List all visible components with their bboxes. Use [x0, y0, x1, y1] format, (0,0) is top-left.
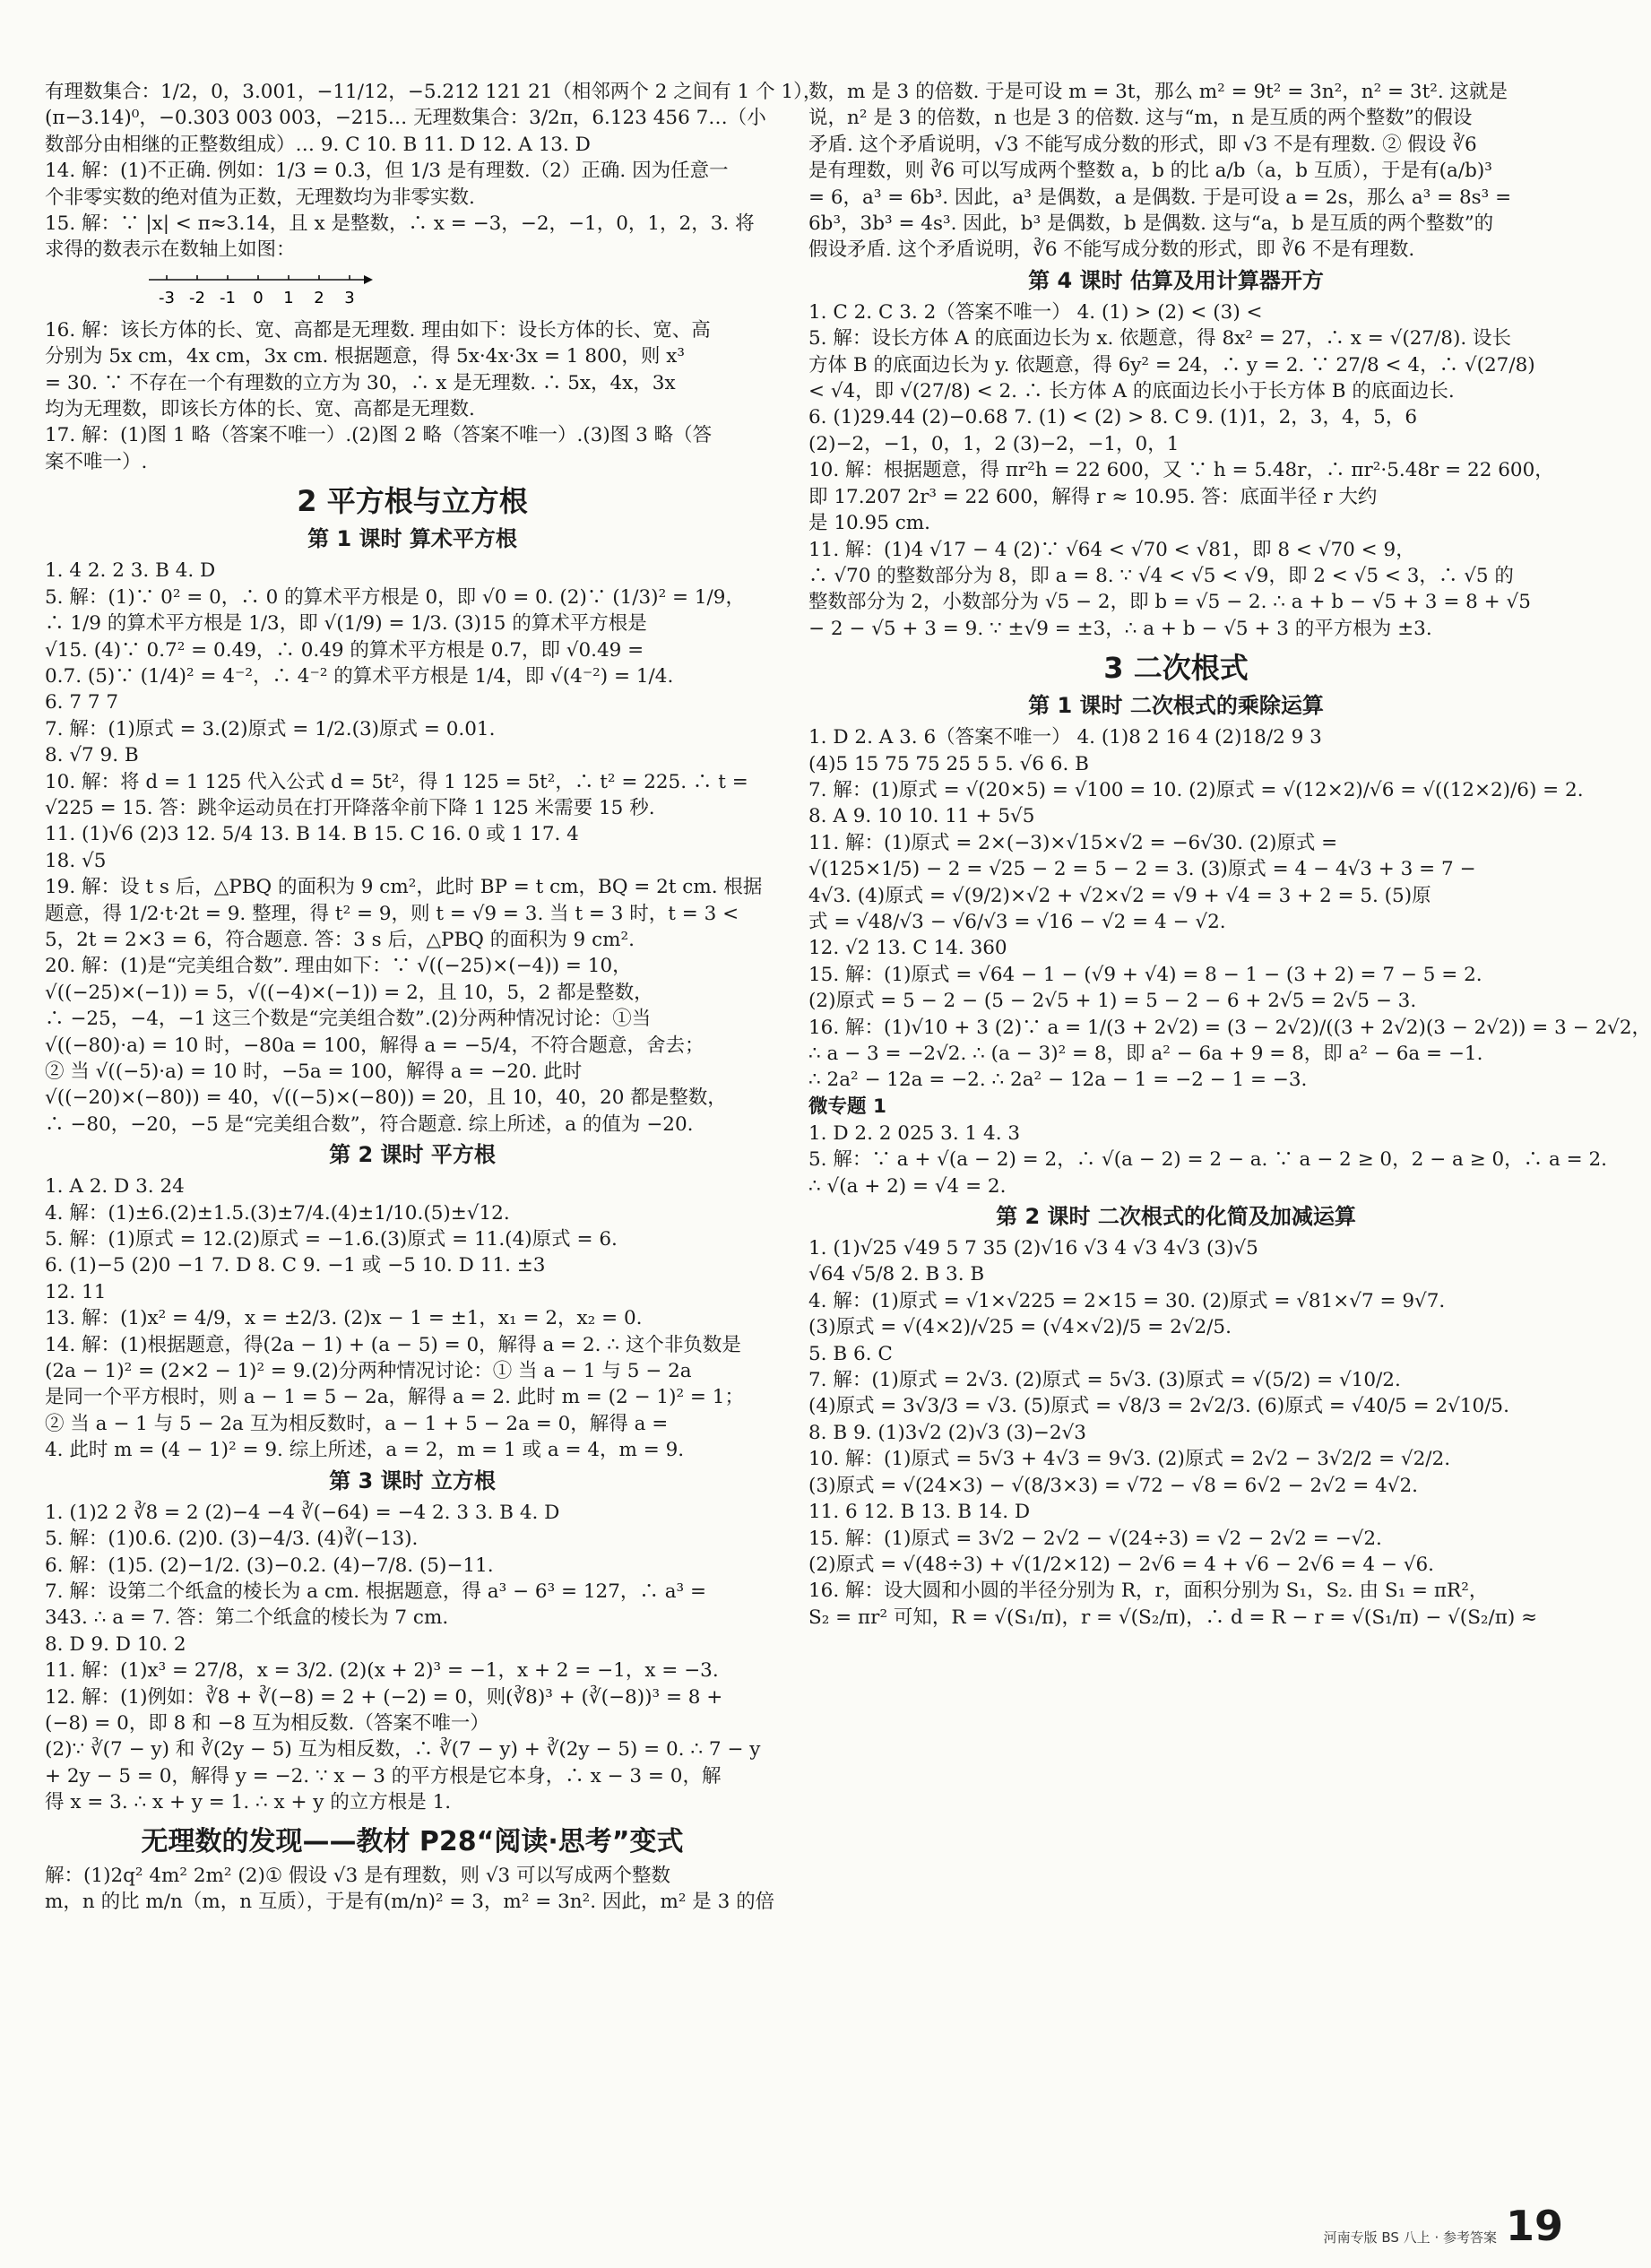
number-line	[143, 267, 376, 308]
text-line: + 2y − 5 = 0，解得 y = −2. ∵ x − 3 的平方根是它本身，∴ x − 3 = 0，解	[45, 1764, 722, 1788]
text-line: 15. 解：(1)原式 = √64 − 1 − (√9 + √4) = 8 − 1 − (3 + 2) = 7 − 5 = 2.	[808, 963, 1482, 986]
right-column	[808, 79, 1651, 1631]
text-line: ∴ −25，−4，−1 这三个数是“完美组合数”.(2)分两种情况讨论：①当	[45, 1008, 652, 1031]
number-line-label: -1	[220, 288, 236, 307]
text-line: = 30. ∵ 不存在一个有理数的立方为 30，∴ x 是无理数. ∴ 5x，4x，3x	[45, 371, 676, 394]
text-line: = 6，a³ = 6b³. 因此，a³ 是偶数，a 是偶数. 于是可设 a = 2s，那么 a³ = 8s³ =	[808, 186, 1512, 209]
text-line: 15. 解：∵ |x| < π≈3.14，且 x 是整数，∴ x = −3，−2，−1，0，1，2，3. 将	[45, 212, 755, 236]
text-line: 5，2t = 2×3 = 6，符合题意. 答：3 s 后，△PBQ 的面积为 9 cm².	[45, 928, 635, 951]
text-line: ② 当 √((−5)·a) = 10 时，−5a = 100，解得 a = −20. 此时	[45, 1060, 583, 1083]
text-line: (4)原式 = 3√3/3 = √3. (5)原式 = √8/3 = 2√2/3. (6)原式 = √40/5 = 2√10/5.	[808, 1395, 1509, 1418]
text-line: √((−80)·a) = 10 时，−80a = 100，解得 a = −5/4，不符合题意，舍去；	[45, 1034, 704, 1057]
lesson-title: 第 2 课时 二次根式的化简及加减运算	[996, 1204, 1356, 1230]
text-line: 案不唯一）.	[45, 450, 148, 473]
page-number: 19	[1505, 2202, 1563, 2250]
text-line: 12. 11	[45, 1280, 107, 1303]
text-line: (2)∵ ∛(7 − y) 和 ∛(2y − 5) 互为相反数，∴ ∛(7 − y) + ∛(2y − 5) = 0. ∴ 7 − y	[45, 1738, 761, 1762]
text-line: 6. (1)−5 (2)0 −1 7. D 8. C 9. −1 或 −5 10. D 11. ±3	[45, 1254, 546, 1277]
text-line: ∴ 1/9 的算术平方根是 1/3，即 √(1/9) = 1/3. (3)15 的算术平方根是	[45, 612, 647, 636]
number-line-label: -3	[159, 288, 175, 307]
text-line: 题意，得 1/2·t·2t = 9. 整理，得 t² = 9，则 t = √9 = 3. 当 t = 3 时，t = 3 <	[45, 902, 739, 925]
text-line: 数部分由相继的正整数组成）… 9. C 10. B 11. D 12. A 13. D	[45, 133, 591, 156]
text-line: 11. (1)√6 (2)3 12. 5/4 13. B 14. B 15. C 16. 0 或 1 17. 4	[45, 823, 579, 846]
text-line: 求得的数表示在数轴上如图：	[45, 238, 296, 262]
text-line: (2a − 1)² = (2×2 − 1)² = 9.(2)分两种情况讨论：① 当 a − 1 与 5 − 2a	[45, 1360, 692, 1383]
text-line: 得 x = 3. ∴ x + y = 1. ∴ x + y 的立方根是 1.	[45, 1791, 452, 1814]
text-line: m，n 的比 m/n（m，n 互质），于是有(m/n)² = 3，m² = 3n². 因此，m² 是 3 的倍	[45, 1890, 775, 1913]
text-line: (−8) = 0，即 8 和 −8 互为相反数.（答案不唯一）	[45, 1711, 489, 1735]
number-line-label: 1	[283, 288, 294, 307]
text-line: 8. A 9. 10 10. 11 + 5√5	[808, 805, 1035, 828]
text-line: 数，m 是 3 的倍数. 于是可设 m = 3t，那么 m² = 9t² = 3n²，n² = 3t². 这就是	[808, 81, 1508, 103]
special-topic-title: 微专题 1	[808, 1095, 886, 1118]
lesson-3-answers	[45, 1500, 780, 1816]
feature-answers-continued	[808, 79, 1543, 264]
text-line: 说，n² 是 3 的倍数，n 也是 3 的倍数. 这与“m，n 是互质的两个整数”的假设	[808, 107, 1473, 130]
text-line: 17. 解：(1)图 1 略（答案不唯一）.(2)图 2 略（答案不唯一）.(3)图 3 略（答	[45, 424, 713, 447]
text-line: 20. 解：(1)是“完美组合数”. 理由如下：∵ √((−25)×(−4)) = 10，	[45, 955, 632, 978]
text-line: 分别为 5x cm，4x cm，3x cm. 根据题意，得 5x·4x·3x = 1 800，则 x³	[45, 345, 685, 368]
text-line: 5. 解：设长方体 A 的底面边长为 x. 依题意，得 8x² = 27，∴ x = √(27/8). 设长	[808, 327, 1512, 351]
text-line: < √4，即 √(27/8) < 2. ∴ 长方体 A 的底面边长小于长方体 B 的底面边长.	[808, 380, 1455, 403]
number-line-label: 2	[314, 288, 324, 307]
text-line: 7. 解：(1)原式 = √(20×5) = √100 = 10. (2)原式 = √(12×2)/√6 = √((12×2)/6) = 2.	[808, 778, 1584, 801]
text-line: √((−25)×(−1)) = 5，√((−4)×(−1)) = 2，且 10，5，2 都是整数，	[45, 981, 653, 1004]
text-line: 是同一个平方根时，则 a − 1 = 5 − 2a，解得 a = 2. 此时 m = (2 − 1)² = 1；	[45, 1386, 744, 1409]
text-line: 方体 B 的底面边长为 y. 依题意，得 6y² = 24，∴ y = 2. ∵ 27/8 < 4，∴ √(27/8)	[808, 353, 1535, 377]
text-line: 1. (1)√25 √49 5 7 35 (2)√16 √3 4 √3 4√3 (3)√5	[808, 1237, 1258, 1260]
number-line-label: 0	[253, 288, 264, 307]
text-line: (2)原式 = 5 − 2 − (5 − 2√5 + 1) = 5 − 2 − 6 + 2√5 = 2√5 − 3.	[808, 990, 1417, 1013]
section-title: 2 平方根与立方根	[297, 484, 528, 519]
text-line: 19. 解：设 t s 后，△PBQ 的面积为 9 cm²，此时 BP = t cm，BQ = 2t cm. 根据	[45, 876, 763, 899]
text-line: (2)原式 = √(48÷3) + √(1/2×12) − 2√6 = 4 + √6 − 2√6 = 4 − √6.	[808, 1553, 1434, 1576]
text-line: 8. √7 9. B	[45, 744, 139, 767]
number-line-label: 3	[344, 288, 355, 307]
text-line: 10. 解：根据题意，得 πr²h = 22 600，又 ∵ h = 5.48r，∴ πr²·5.48r = 22 600，	[808, 459, 1554, 482]
text-line: − 2 − √5 + 3 = 9. ∵ ±√9 = ±3，∴ a + b − √5 + 3 的平方根为 ±3.	[808, 617, 1432, 640]
text-line: √((−20)×(−80)) = 40，√((−5)×(−80)) = 20，且 10，40，20 都是整数，	[45, 1086, 727, 1110]
text-line: 14. 解：(1)根据题意，得(2a − 1) + (a − 5) = 0，解得 a = 2. ∴ 这个非负数是	[45, 1333, 741, 1356]
text-line: 16. 解：设大圆和小圆的半径分别为 R，r，面积分别为 S₁，S₂. 由 S₁ = πR²，	[808, 1580, 1489, 1603]
text-line: 均为无理数，即该长方体的长、宽、高都是无理数.	[45, 398, 475, 421]
text-line: 14. 解：(1)不正确. 例如：1/3 = 0.3̇，但 1/3 是有理数.（2）正确. 因为任意一	[45, 160, 729, 183]
text-line: 11. 6 12. B 13. B 14. D	[808, 1501, 1031, 1524]
unit-1-answers-tail	[45, 79, 823, 475]
text-line: 5. 解：∵ a + √(a − 2) = 2，∴ √(a − 2) = 2 − a. ∵ a − 2 ≥ 0，2 − a ≥ 0，∴ a = 2.	[808, 1148, 1607, 1172]
text-line: 个非零实数的绝对值为正数，无理数均为非零实数.	[45, 186, 475, 209]
text-line: 4. 解：(1)±6.(2)±1.5.(3)±7/4.(4)±1/10.(5)±√12.	[45, 1201, 510, 1225]
text-line: 6b³，3b³ = 4s³. 因此，b³ 是偶数，b 是偶数. 这与“a，b 是互质的两个整数”的	[808, 212, 1494, 236]
text-line: (3)原式 = √(4×2)/√25 = (√4×√2)/5 = 2√2/5.	[808, 1316, 1232, 1339]
text-line: 6. (1)29.44 (2)−0.68 7. (1) < (2) > 8. C 9. (1)1，2，3，4，5，6	[808, 406, 1417, 429]
text-line: 11. 解：(1)原式 = 2×(−3)×√15×√2 = −6√30. (2)原式 =	[808, 831, 1338, 854]
text-line: 1. (1)2 2 ∛8 = 2 (2)−4 −4 ∛(−64) = −4 2. 3 3. B 4. D	[45, 1501, 560, 1524]
text-line: 5. 解：(1)∵ 0² = 0，∴ 0 的算术平方根是 0，即 √0 = 0. (2)∵ (1/3)² = 1/9，	[45, 585, 745, 609]
text-line: 10. 解：将 d = 1 125 代入公式 d = 5t²，得 1 125 = 5t²，∴ t² = 225. ∴ t =	[45, 770, 748, 793]
number-line-label: -2	[189, 288, 205, 307]
text-line: 1. 4 2. 2 3. B 4. D	[45, 559, 216, 583]
lesson-title: 第 4 课时 估算及用计算器开方	[1028, 267, 1324, 293]
text-line: ∴ −80，−20，−5 是“完美组合数”，符合题意. 综上所述，a 的值为 −20.	[45, 1112, 694, 1136]
text-line: 5. 解：(1)0.6. (2)0. (3)−4/3. (4)∛(−13).	[45, 1528, 419, 1551]
text-line: 假设矛盾. 这个矛盾说明，∛6 不能写成分数的形式，即 ∛6 不是有理数.	[808, 238, 1415, 262]
text-line: 6. 解：(1)5. (2)−1/2. (3)−0.2. (4)−7/8. (5)−11.	[45, 1554, 494, 1577]
left-column	[45, 79, 823, 1915]
text-line: 13. 解：(1)x² = 4/9，x = ±2/3. (2)x − 1 = ±1，x₁ = 2，x₂ = 0.	[45, 1307, 643, 1330]
text-line: 1. D 2. 2 025 3. 1 4. 3	[808, 1121, 1021, 1145]
special-topic-answers	[808, 1121, 1607, 1199]
lesson-title: 第 3 课时 立方根	[329, 1467, 496, 1493]
text-line: 1. D 2. A 3. 6（答案不唯一） 4. (1)8 2 16 4 (2)18/2 9 3	[808, 726, 1322, 749]
text-line: 1. A 2. D 3. 24	[45, 1175, 185, 1199]
text-line: 即 17.207 2r³ = 22 600，解得 r ≈ 10.95. 答：底面半径 r 大约	[808, 485, 1378, 508]
text-line: (2)−2，−1，0，1，2 (3)−2，−1，0，1	[808, 432, 1180, 455]
text-line: 4√3. (4)原式 = √(9/2)×√2 + √2×√2 = √9 + √4 = 3 + 2 = 5. (5)原	[808, 884, 1431, 907]
text-line: 8. B 9. (1)3√2 (2)√3 (3)−2√3	[808, 1421, 1086, 1444]
text-line: S₂ = πr² 可知，R = √(S₁/π)，r = √(S₂/π)，∴ d = R − r = √(S₁/π) − √(S₂/π) ≈	[808, 1606, 1538, 1629]
text-line: 11. 解：(1)4 √17 − 4 (2)∵ √64 < √70 < √81，即 8 < √70 < 9，	[808, 538, 1415, 561]
feature-answers	[45, 1863, 780, 1916]
text-line: (4)5 15 75 75 25 5 5. √6 6. B	[808, 752, 1089, 775]
number-line-figure	[143, 267, 780, 308]
number-line-arrow	[364, 275, 373, 284]
text-line: ② 当 a − 1 与 5 − 2a 互为相反数时，a − 1 + 5 − 2a = 0，解得 a =	[45, 1412, 669, 1435]
text-line: 18. √5	[45, 849, 107, 872]
lesson-2-answers	[45, 1173, 780, 1463]
section-title: 3 二次根式	[1103, 651, 1249, 686]
text-line: 是有理数，则 ∛6 可以写成两个整数 a，b 的比 a/b（a，b 互质），于是有(a/b)³	[808, 160, 1492, 183]
text-line: 16. 解：该长方体的长、宽、高都是无理数. 理由如下：设长方体的长、宽、高	[45, 318, 711, 342]
text-line: √225 = 15. 答：跳伞运动员在打开降落伞前下降 1 125 米需要 15 秒.	[45, 796, 655, 819]
text-line: 4. 解：(1)原式 = √1×√225 = 2×15 = 30. (2)原式 = √81×√7 = 9√7.	[808, 1289, 1446, 1312]
text-line: 15. 解：(1)原式 = 3√2 − 2√2 − √(24÷3) = √2 − 2√2 = −√2.	[808, 1527, 1382, 1550]
text-line: 矛盾. 这个矛盾说明，√3 不能写成分数的形式，即 √3 不是有理数. ② 假设 ∛6	[808, 133, 1477, 156]
text-line: 10. 解：(1)原式 = 5√3 + 4√3 = 9√3. (2)原式 = 2√2 − 3√2/2 = √2/2.	[808, 1448, 1451, 1471]
lesson-1-answers	[45, 558, 780, 1138]
text-line: ∴ √70 的整数部分为 8，即 a = 8. ∵ √4 < √5 < √9，即 2 < √5 < 3，∴ √5 的	[808, 564, 1514, 587]
text-line: 5. B 6. C	[808, 1342, 893, 1365]
text-line: (3)原式 = √(24×3) − √(8/3×3) = √72 − √8 = 6√2 − 2√2 = 4√2.	[808, 1474, 1418, 1497]
text-line: 12. √2 13. C 14. 360	[808, 937, 1007, 960]
text-line: 7. 解：(1)原式 = 3.(2)原式 = 1/2.(3)原式 = 0.01.	[45, 717, 496, 740]
text-line: 1. C 2. C 3. 2（答案不唯一） 4. (1) > (2) < (3) <	[808, 300, 1263, 324]
text-line: ∴ √(a + 2) = √4 = 2.	[808, 1174, 1007, 1198]
text-line: 0.7. (5)∵ (1/4)² = 4⁻²，∴ 4⁻² 的算术平方根是 1/4，即 √(4⁻²) = 1/4.	[45, 664, 674, 688]
text-line: 8. D 9. D 10. 2	[45, 1632, 186, 1656]
text-line: 式 = √48/√3 − √6/√3 = √16 − √2 = 4 − √2.	[808, 910, 1226, 933]
text-line: 11. 解：(1)x³ = 27/8，x = 3/2. (2)(x + 2)³ = −1，x + 2 = −1，x = −3.	[45, 1659, 719, 1683]
text-line: 343. ∴ a = 7. 答：第二个纸盒的棱长为 7 cm.	[45, 1606, 449, 1630]
text-line: (π−3.14)⁰，−0.303 003 003，−215… 无理数集合：3/2π，6.123 456 7…（小	[45, 107, 766, 130]
s3-lesson-2-answers	[808, 1235, 1543, 1631]
lesson-title: 第 1 课时 二次根式的乘除运算	[1028, 693, 1324, 719]
text-line: ∴ a − 3 = −2√2. ∴ (a − 3)² = 8，即 a² − 6a + 9 = 8，即 a² − 6a = −1.	[808, 1043, 1483, 1065]
s3-lesson-1-answers	[808, 724, 1651, 1094]
lesson-4-answers	[808, 299, 1554, 642]
text-line: √64 √5/8 2. B 3. B	[808, 1263, 985, 1286]
lesson-title: 第 2 课时 平方根	[329, 1142, 496, 1168]
text-line: 5. 解：(1)原式 = 12.(2)原式 = −1.6.(3)原式 = 11.(4)原式 = 6.	[45, 1228, 618, 1251]
text-line: 解：(1)2q² 4m² 2m² (2)① 假设 √3 是有理数，则 √3 可以写成两个整数	[45, 1864, 671, 1887]
text-line: ∴ 2a² − 12a = −2. ∴ 2a² − 12a − 1 = −2 − 1 = −3.	[808, 1069, 1308, 1092]
text-line: 有理数集合：1/2，0，3.001，−11/12，−5.212 121 21（相邻两个 2 之间有 1 个 1），	[45, 81, 823, 103]
text-line: 整数部分为 2，小数部分为 √5 − 2，即 b = √5 − 2. ∴ a + b − √5 + 3 = 8 + √5	[808, 591, 1531, 614]
feature-title: 无理数的发现——教材 P28“阅读·思考”变式	[141, 1825, 684, 1857]
text-line: 7. 解：(1)原式 = 2√3. (2)原式 = 5√3. (3)原式 = √(5/2) = √10/2.	[808, 1369, 1401, 1392]
lesson-title: 第 1 课时 算术平方根	[307, 526, 517, 552]
page-footer	[1323, 2202, 1563, 2250]
text-line: 7. 解：设第二个纸盒的棱长为 a cm. 根据题意，得 a³ − 6³ = 127，∴ a³ =	[45, 1580, 707, 1603]
text-line: 16. 解：(1)√10 + 3 (2)∵ a = 1/(3 + 2√2) = (3 − 2√2)/((3 + 2√2)(3 − 2√2)) = 3 − 2√2，	[808, 1016, 1651, 1039]
text-line: 12. 解：(1)例如：∛8 + ∛(−8) = 2 + (−2) = 0，则(∛8)³ + (∛(−8))³ = 8 +	[45, 1685, 723, 1709]
text-line: √(125×1/5) − 2 = √25 − 2 = 5 − 2 = 3. (3)原式 = 4 − 4√3 + 3 = 7 −	[808, 858, 1476, 881]
text-line: 4. 此时 m = (4 − 1)² = 9. 综上所述，a = 2，m = 1 或 a = 4，m = 9.	[45, 1439, 685, 1462]
footer-note: 河南专版 BS 八上 · 参考答案	[1323, 2229, 1497, 2246]
text-line: 是 10.95 cm.	[808, 512, 930, 535]
text-line: 6. 7 7 7	[45, 691, 119, 714]
text-line: √15. (4)∵ 0.7² = 0.49，∴ 0.49 的算术平方根是 0.7，即 √0.49 =	[45, 638, 644, 662]
